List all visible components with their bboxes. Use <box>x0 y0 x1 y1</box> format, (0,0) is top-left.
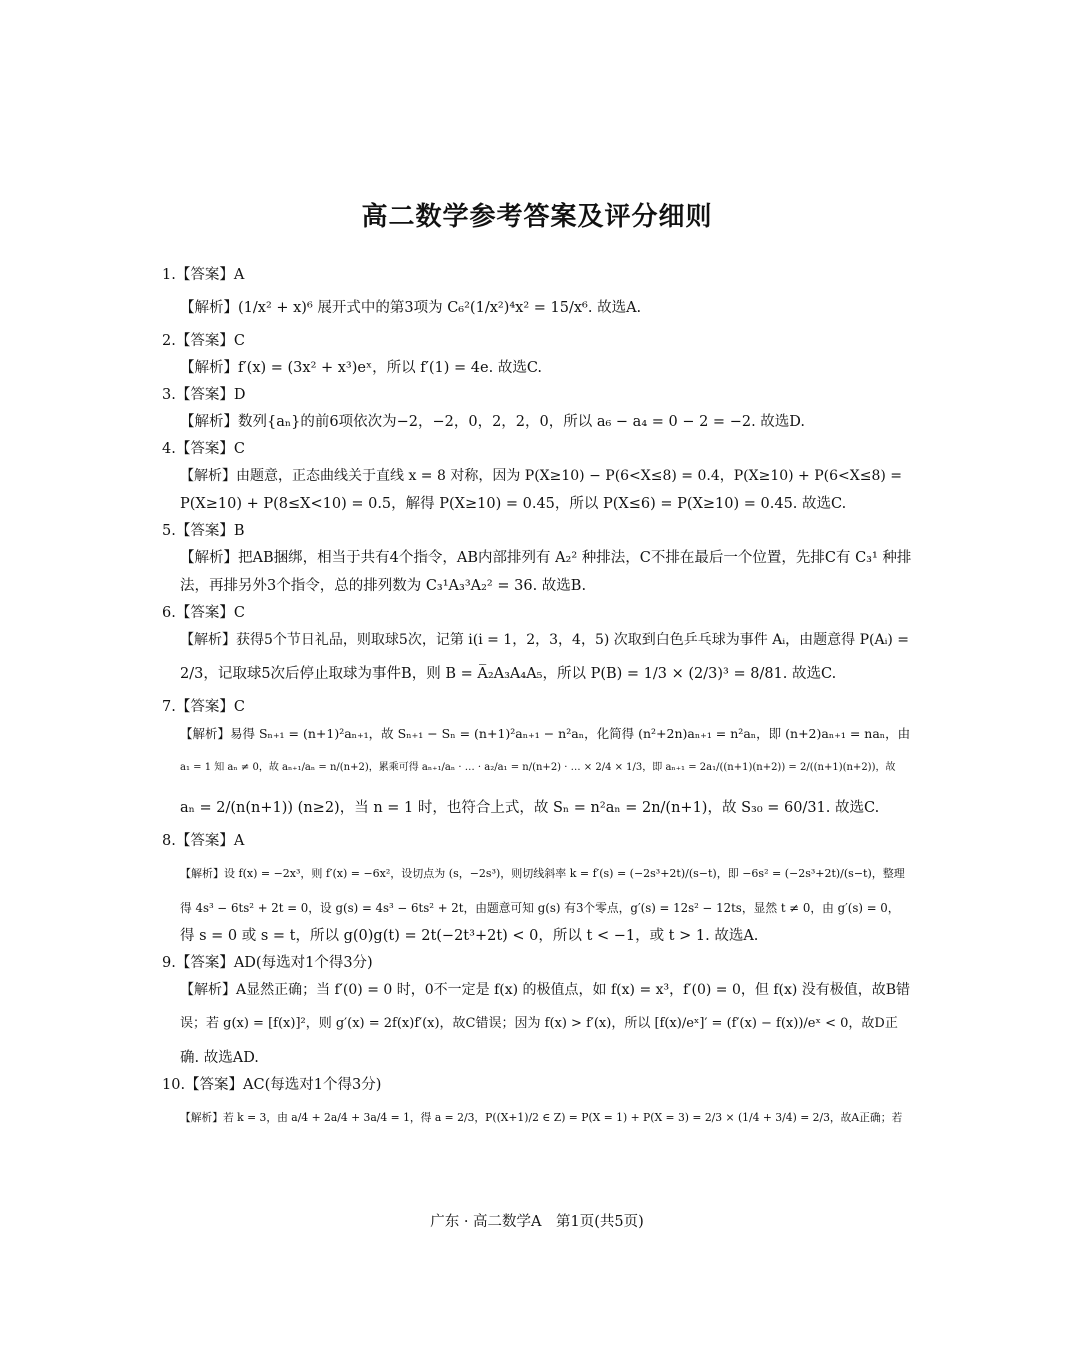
question-3 <box>162 382 910 436</box>
answer-list <box>162 262 910 1138</box>
question-1 <box>162 262 910 328</box>
analysis <box>162 462 910 518</box>
analysis-line: 【解析】获得5个节日礼品，则取球5次，记第 i(i = 1，2，3，4，5) 次取到白色乒乓球为事件 Aᵢ，由题意得 P(Aᵢ) = <box>180 632 910 648</box>
analysis-line: 【解析】数列{aₙ}的前6项依次为−2，−2，0，2，2，0，所以 a₆ − a₄ = 0 − 2 = −2. 故选D. <box>180 414 805 430</box>
analysis-line: 【解析】若 k = 3，由 a/4 + 2a/4 + 3a/4 = 1，得 a = 2/3，P((X+1)/2 ∈ Z) = P(X = 1) + P(X = 3) = 2/3 × (1/4 + 3/4) = 2/3，故A正确；若 <box>180 1111 903 1124</box>
analysis-line: 【解析】f′(x) = (3x² + x³)eˣ，所以 f′(1) = 4e. 故选C. <box>180 360 543 376</box>
analysis <box>162 544 910 600</box>
analysis <box>162 408 910 436</box>
analysis <box>162 354 910 382</box>
analysis-line: 【解析】由题意，正态曲线关于直线 x = 8 对称，因为 P(X≥10) − P(6<X≤8) = 0.4，P(X≥10) + P(6<X≤8) = <box>180 468 903 484</box>
analysis <box>162 626 910 694</box>
analysis <box>162 854 910 950</box>
analysis-line: 2/3，记取球5次后停止取球为事件B，则 B = A̅₂A₃A₄A₅，所以 P(B) = 1/3 × (2/3)³ = 8/81. 故选C. <box>180 666 837 682</box>
analysis-line: 【解析】(1/x² + x)⁶ 展开式中的第3项为 C₆²(1/x²)⁴x² = 15/x⁶. 故选A. <box>180 300 642 316</box>
analysis-line: a₁ = 1 知 aₙ ≠ 0，故 aₙ₊₁/aₙ = n/(n+2)，累乘可得 aₙ₊₁/aₙ · … · a₂/a₁ = n/(n+2) · … × 2/4 × 1/3，即 aₙ₊₁ = 2a₁/((n+1)(n+2)) = 2/((n+1)(n+2))，故 <box>180 762 896 773</box>
analysis-line: aₙ = 2/(n(n+1)) (n≥2)，当 n = 1 时，也符合上式，故 Sₙ = n²aₙ = 2n/(n+1)，故 S₃₀ = 60/31. 故选C. <box>180 800 880 816</box>
answer-line: 8.【答案】A <box>162 833 245 849</box>
analysis-line: 法，再排另外3个指令，总的排列数为 C₃¹A₃³A₂² = 36. 故选B. <box>180 578 587 594</box>
analysis <box>162 288 910 328</box>
analysis <box>162 1098 910 1138</box>
answer-line: 5.【答案】B <box>162 523 245 539</box>
page-footer: 广东 · 高二数学A 第1页(共5页) <box>430 1214 644 1230</box>
analysis-line: 【解析】把AB捆绑，相当于共有4个指令，AB内部排列有 A₂² 种排法，C不排在最后一个位置，先排C有 C₃¹ 种排 <box>180 550 912 566</box>
answer-line: 4.【答案】C <box>162 441 245 457</box>
analysis-line: 误；若 g(x) = [f(x)]²，则 g′(x) = 2f(x)f′(x)，故C错误；因为 f(x) > f′(x)，所以 [f(x)/eˣ]′ = (f′(x) − f(x))/eˣ < 0，故D正 <box>180 1016 898 1031</box>
question-9 <box>162 950 910 1072</box>
answer-line: 6.【答案】C <box>162 605 245 621</box>
answer-line: 10.【答案】AC(每选对1个得3分) <box>162 1077 382 1093</box>
question-4 <box>162 436 910 518</box>
question-6 <box>162 600 910 694</box>
question-8 <box>162 828 910 950</box>
analysis-line: 【解析】A显然正确；当 f′(0) = 0 时，0不一定是 f(x) 的极值点，如 f(x) = x³，f′(0) = 0，但 f(x) 没有极值，故B错 <box>180 982 911 998</box>
answer-line: 1.【答案】A <box>162 267 245 283</box>
analysis <box>162 720 910 828</box>
analysis-line: 确. 故选AD. <box>180 1050 259 1066</box>
analysis-line: 得 s = 0 或 s = t，所以 g(0)g(t) = 2t(−2t³+2t) < 0，所以 t < −1，或 t > 1. 故选A. <box>180 928 759 944</box>
answer-line: 2.【答案】C <box>162 333 245 349</box>
answer-line: 3.【答案】D <box>162 387 246 403</box>
analysis-line: 【解析】易得 Sₙ₊₁ = (n+1)²aₙ₊₁，故 Sₙ₊₁ − Sₙ = (n+1)²aₙ₊₁ − n²aₙ，化简得 (n²+2n)aₙ₊₁ = n²aₙ，即 (n+2)aₙ₊₁ = naₙ，由 <box>180 726 911 741</box>
document-title: 高二数学参考答案及评分细则 <box>361 202 713 232</box>
question-5 <box>162 518 910 600</box>
analysis <box>162 976 910 1072</box>
question-7 <box>162 694 910 828</box>
analysis-line: 得 4s³ − 6ts² + 2t = 0，设 g(s) = 4s³ − 6ts² + 2t，由题意可知 g(s) 有3个零点，g′(s) = 12s² − 12ts，显然 t ≠ 0，由 g′(s) = 0， <box>180 901 900 915</box>
answer-line: 7.【答案】C <box>162 699 245 715</box>
answer-line: 9.【答案】AD(每选对1个得3分) <box>162 955 373 971</box>
analysis-line: 【解析】设 f(x) = −2x³，则 f′(x) = −6x²，设切点为 (s，−2s³)，则切线斜率 k = f′(s) = (−2s³+2t)/(s−t)，即 −6s² = (−2s³+2t)/(s−t)，整理 <box>180 867 905 880</box>
analysis-line: P(X≥10) + P(8≤X<10) = 0.5，解得 P(X≥10) = 0.45，所以 P(X≤6) = P(X≥10) = 0.45. 故选C. <box>180 496 847 512</box>
question-2 <box>162 328 910 382</box>
question-10 <box>162 1072 910 1138</box>
